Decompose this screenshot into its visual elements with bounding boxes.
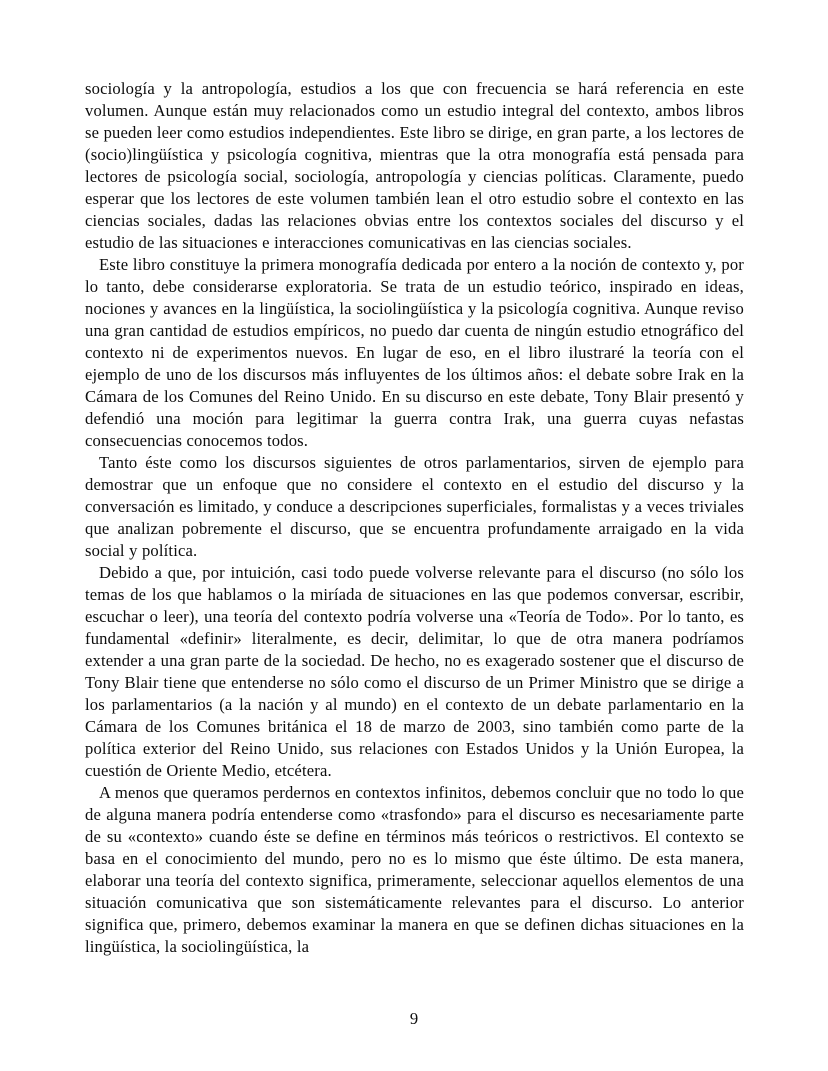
paragraph: Este libro constituye la primera monografía dedicada por entero a la noción de contexto y, por lo tanto, debe considerarse exploratoria. Se trata de un estudio teórico, inspirado en ideas, nociones y avances en la lingüística, la sociolingüística y la psicología cognitiva. Aunque reviso una gran cantidad de estudios empíricos, no puedo dar cuenta de ningún estudio etnográfico del contexto ni de experimentos nuevos. En lugar de eso, en el libro ilustraré la teoría con el ejemplo de uno de los discursos más influyentes de los últimos años: el debate sobre Irak en la Cámara de los Comunes del Reino Unido. En su discurso en este debate, Tony Blair presentó y defendió una moción para legitimar la guerra contra Irak, una guerra cuyas nefastas consecuencias conocemos todos. (85, 255, 744, 450)
paragraph: Debido a que, por intuición, casi todo puede volverse relevante para el discurso (no sólo los temas de los que hablamos o la miríada de situaciones en las que podemos conversar, escribir, escuchar o leer), una teoría del contexto podría volverse una «Teoría de Todo». Por lo tanto, es fundamental «definir» literalmente, es decir, delimitar, lo que de otra manera podríamos extender a una gran parte de la sociedad. De hecho, no es exagerado sostener que el discurso de Tony Blair tiene que entenderse no sólo como el discurso de un Primer Ministro que se dirige a los parlamentarios (a la nación y al mundo) en el contexto de un debate parlamentario en la Cámara de los Comunes británica el 18 de marzo de 2003, sino también como parte de la política exterior del Reino Unido, sus relaciones con Estados Unidos y la Unión Europea, la cuestión de Oriente Medio, etcétera. (85, 563, 744, 780)
paragraph: A menos que queramos perdernos en contextos infinitos, debemos concluir que no todo lo que de alguna manera podría entenderse como «trasfondo» para el discurso es necesariamente parte de su «contexto» cuando éste se define en términos más teóricos o restrictivos. El contexto se basa en el conocimiento del mundo, pero no es lo mismo que éste último. De esta manera, elaborar una teoría del contexto significa, primeramente, seleccionar aquellos elementos de una situación comunicativa que son sistemáticamente relevantes para el discurso. Lo anterior significa que, primero, debemos examinar la manera en que se definen dichas situaciones en la lingüística, la sociolingüística, la (85, 783, 744, 956)
page-number: 9 (409, 1009, 419, 1028)
page-body-text (85, 78, 744, 958)
paragraph: sociología y la antropología, estudios a los que con frecuencia se hará referencia en este volumen. Aunque están muy relacionados como un estudio integral del contexto, ambos libros se pueden leer como estudios independientes. Este libro se dirige, en gran parte, a los lectores de (socio)lingüística y psicología cognitiva, mientras que la otra monografía está pensada para lectores de psicología social, sociología, antropología y ciencias políticas. Claramente, puedo esperar que los lectores de este volumen también lean el otro estudio sobre el contexto en las ciencias sociales, dadas las relaciones obvias entre los contextos sociales del discurso y el estudio de las situaciones e interacciones comunicativas en las ciencias sociales. (85, 79, 744, 252)
paragraph: Tanto éste como los discursos siguientes de otros parlamentarios, sirven de ejemplo para demostrar que un enfoque que no considere el contexto en el estudio del discurso y la conversación es limitado, y conduce a descripciones superficiales, formalistas y a veces triviales que analizan pobremente el discurso, que se encuentra profundamente arraigado en la vida social y política. (85, 453, 744, 560)
